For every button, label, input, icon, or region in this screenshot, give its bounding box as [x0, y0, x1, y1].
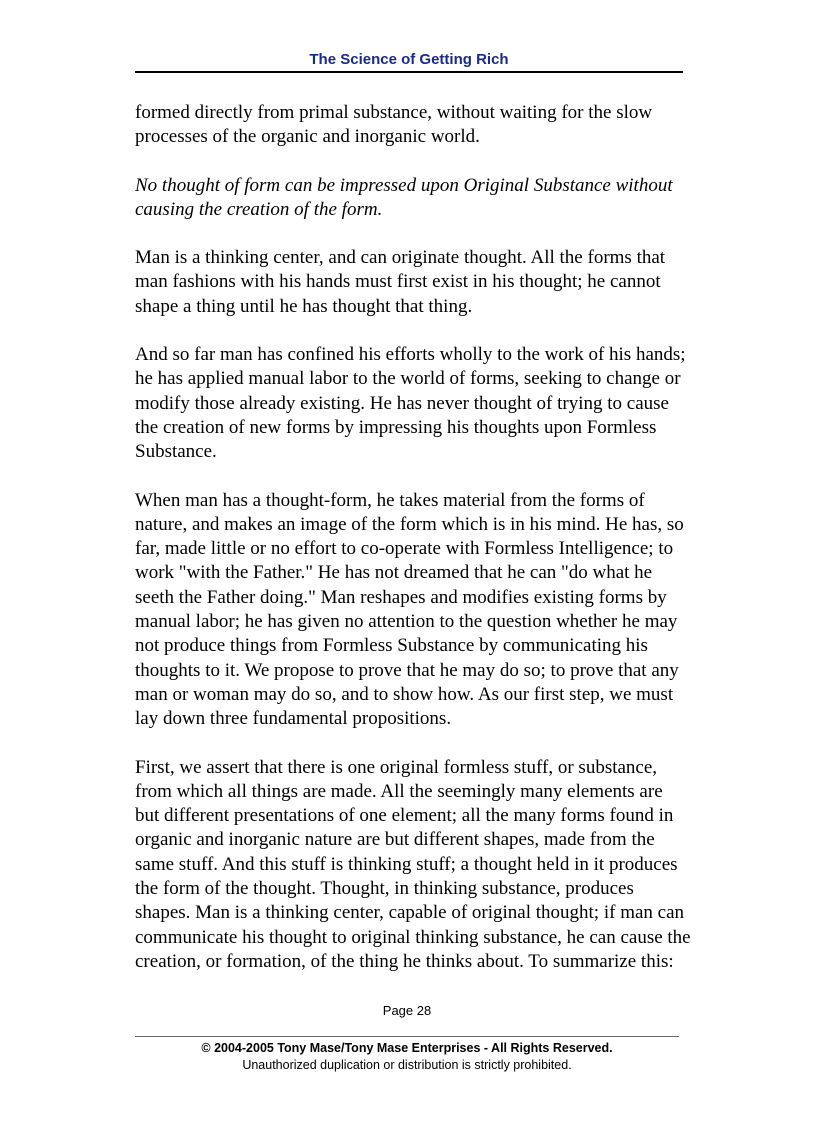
paragraph [135, 101, 695, 150]
text-line: formed directly from primal substance, without waiting for the slow [135, 102, 653, 123]
text-line: creation, or formation, of the thing he thinks about. To summarize this: [135, 950, 674, 972]
footer-divider [135, 1036, 679, 1037]
text-line: the form of the thought. Thought, in thinking substance, produces [135, 878, 634, 900]
body-text [135, 101, 695, 998]
text-line: communicate his thought to original thinking substance, he can cause the [135, 926, 691, 948]
text-line: far, made little or no effort to co-operate with Formless Intelligence; to [135, 538, 674, 560]
header-divider [135, 71, 683, 73]
text-line: work "with the Father." He has not dreamed that he can "do what he [135, 562, 653, 584]
duplication-notice: Unauthorized duplication or distribution is strictly prohibited. [242, 1058, 572, 1072]
emphasized-paragraph [135, 174, 695, 223]
text-line: not produce things from Formless Substance by communicating his [135, 635, 648, 657]
text-line: Man is a thinking center, and can originate thought. All the forms that [135, 247, 666, 269]
text-line: Substance. [135, 441, 217, 463]
page-header [135, 50, 683, 73]
text-line: And so far man has confined his efforts wholly to the work of his hands; [135, 344, 686, 366]
text-line: shapes. Man is a thinking center, capable of original thought; if man can [135, 902, 685, 924]
page-number: Page 28 [382, 1003, 432, 1018]
text-line: modify those already existing. He has never thought of trying to cause [135, 392, 669, 414]
text-line: manual labor; he has given no attention to the question whether he may [135, 611, 678, 633]
text-line: organic and inorganic nature are but different shapes, made from the [135, 829, 655, 851]
text-line: lay down three fundamental propositions. [135, 708, 452, 730]
copyright-notice: © 2004-2005 Tony Mase/Tony Mase Enterprises - All Rights Reserved. [201, 1041, 613, 1055]
text-line: causing the creation of the form. [135, 198, 383, 220]
paragraph [135, 756, 695, 975]
text-line: When man has a thought-form, he takes material from the forms of [135, 489, 645, 511]
paragraph [135, 343, 695, 464]
text-line: shape a thing until he has thought that thing. [135, 295, 473, 317]
text-line: No thought of form can be impressed upon Original Substance without [135, 174, 673, 196]
text-line: processes of the organic and inorganic world. [135, 126, 480, 148]
text-line: nature, and makes an image of the form which is in his mind. He has, so [135, 513, 684, 535]
text-line: man or woman may do so, and to show how. As our first step, we must [135, 683, 674, 705]
text-line: thoughts to it. We propose to prove that he may do so; to prove that any [135, 659, 679, 681]
text-line: man fashions with his hands must first exist in his thought; he cannot [135, 271, 661, 293]
text-line: First, we assert that there is one original formless stuff, or substance, [135, 756, 658, 778]
book-title: The Science of Getting Rich [309, 51, 509, 68]
text-line: same stuff. And this stuff is thinking stuff; a thought held in it produces [135, 853, 678, 875]
paragraph [135, 246, 695, 319]
text-line: he has applied manual labor to the world of forms, seeking to change or [135, 368, 681, 390]
paragraph [135, 489, 695, 732]
page-footer [135, 1003, 679, 1073]
text-line: but different presentations of one element; all the many forms found in [135, 805, 674, 827]
text-line: seeth the Father doing." Man reshapes and modifies existing forms by [135, 586, 667, 608]
text-line: the creation of new forms by impressing his thoughts upon Formless [135, 416, 657, 438]
text-line: from which all things are made. All the seemingly many elements are [135, 780, 663, 802]
